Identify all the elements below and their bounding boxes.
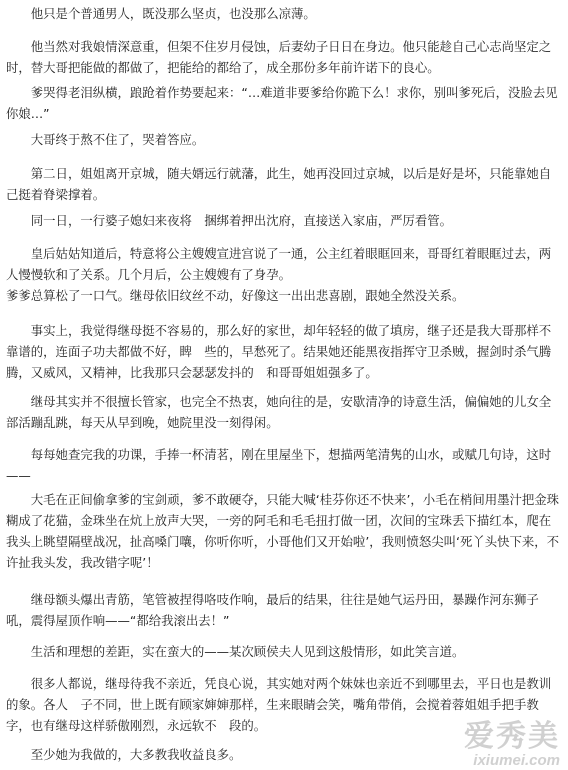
paragraph: 爹哭得老泪纵横，踉跄着作势要起来：“…难道非要爹给你跪下么！求你，别叫爹死后，没脸去见你娘…”	[6, 85, 558, 121]
paragraph: 他只是个普通男人，既没那么坚贞，也没那么凉薄。	[6, 6, 316, 21]
paragraph: 第二日，姐姐离开京城，随夫婿远行就藩，此生，她再没回过京城，以后是好是坏，只能靠她自己挺着脊梁撑着。	[6, 166, 552, 202]
paragraph: 大毛在正间偷拿爹的宝剑顽，爹不敢硬夺，只能大喊‘桂芬你还不快来’，小毛在梢间用墨汁把金珠糊成了花猫，金珠坐在炕上放声大哭，一旁的阿毛和毛毛扭打做一团，次间的宝珠丢下描红本，爬在我头上眺望隔壁战况，扯高嗓门嚷，你听你听，小哥他们又开始啦’，我则愤怒尖叫‘死丫头快下来，不许扯我头发，我改错字呢’！	[6, 492, 560, 570]
watermark-brand: 爱秀美	[464, 719, 560, 754]
paragraph: 继母其实并不很擅长管家，也完全不热衷，她向往的是，安歇清净的诗意生活，偏偏她的儿女全部活蹦乱跳，每天从早到晚，她院里没一刻得闲。	[6, 394, 552, 430]
watermark-url: ixiumei.com	[473, 752, 560, 769]
paragraph: 至少她为我做的，大多教我收益良多。	[6, 747, 242, 762]
paragraph: 同一日，一行婆子媳妇来夜将 捆绑着押出沈府，直接送入家庙，严厉看管。	[6, 213, 453, 228]
paragraph: 皇后姑姑知道后，特意将公主嫂嫂宣进宫说了一通，公主红着眼眶回来，哥哥红着眼眶过去，两人慢慢软和了关系。几个月后，公主嫂嫂有了身孕。 爹爹总算松了一口气。继母依旧纹丝不动，好像这一出出悲喜剧，跟她全然没关系。	[6, 246, 552, 303]
paragraph: 大哥终于熬不住了，哭着答应。	[6, 132, 205, 147]
paragraph: 继母额头爆出青筋，笔管被捏得咯吱作响，最后的结果，往往是她气运丹田，暴躁作河东狮子吼，震得屋顶作响——“都给我滚出去！”	[6, 592, 539, 628]
paragraph: 很多人都说，继母待我不亲近，凭良心说，其实她对两个妹妹也亲近不到哪里去，平日也是教训的象。各人 子不同，世上既有顾家婶婶那样，生来眼睛会笑，嘴角带俏，会搅着蓉姐姐手把手教字，也有继母这样骄傲刚烈，永远软不 段的。	[6, 676, 552, 733]
paragraph: 事实上，我觉得继母挺不容易的，那么好的家世，却年轻轻的做了填房，继子还是我大哥那样不靠谱的，连面子功夫都做不好，睥 些的，早愁死了。结果她还能黑夜指挥守卫杀贼，握剑时杀气腾腾，又威风，又精神，比我那只会瑟瑟发抖的 和哥哥姐姐强多了。	[6, 323, 552, 380]
paragraph: 生活和理想的差距，实在蛮大的——某次顾侯夫人见到这般情形，如此笑言道。	[6, 644, 465, 659]
paragraph: 他当然对我娘情深意重，但架不住岁月侵蚀，后妻幼子日日在身边。他只能趁自己心志尚坚定之时，替大哥把能做的都做了，把能给的都给了，成全那份多年前许诺下的良心。	[6, 39, 552, 75]
paragraph: 每每她查完我的功课，手捧一杯清茗，刚在里屋坐下，想描两笔清隽的山水，或赋几句诗，这时——	[6, 447, 552, 483]
site-watermark	[464, 721, 560, 768]
